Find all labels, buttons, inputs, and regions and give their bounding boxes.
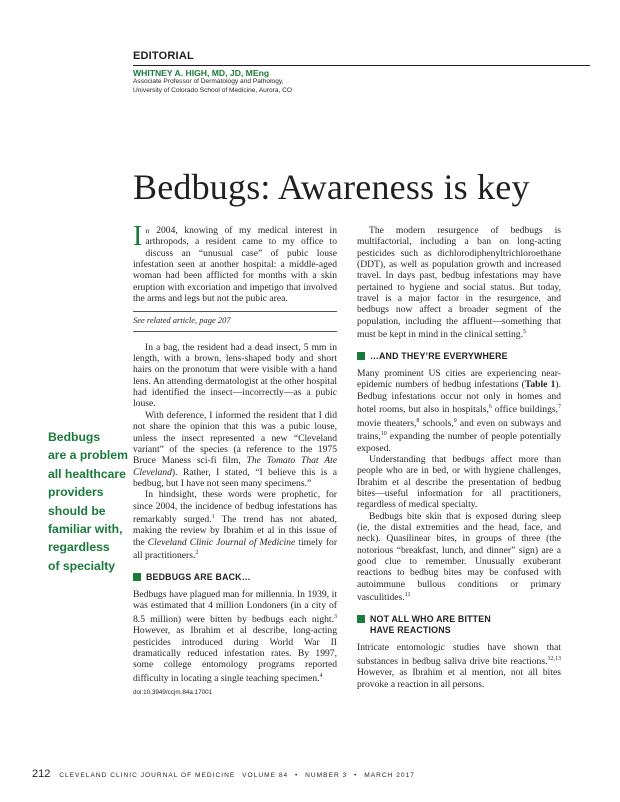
footer-date: MARCH 2017 [364,772,415,779]
page-number: 212 [32,768,51,780]
reference-5[interactable]: 5 [523,329,526,336]
author-affiliation: University of Colorado School of Medicine, Aurora, CO [133,87,293,94]
see-related-link[interactable]: See related article, page 207 [133,311,337,331]
article-column-right [357,225,561,690]
pull-quote-line: should be [48,503,106,518]
reference-11[interactable]: 11 [404,592,411,599]
paragraph-intro [133,221,337,305]
heading-square-icon [357,615,365,623]
footer-number: NUMBER 3 [305,772,348,779]
heading-square-icon [357,352,365,360]
drop-cap: I [133,221,143,252]
film-title: The Tomato That Ate Cleveland [133,455,337,478]
pull-quote-line: of specialty [48,558,116,573]
section-label: EDITORIAL [133,50,194,62]
author-name: WHITNEY A. HIGH, MD, JD, MEng [133,68,270,78]
pull-quote-line: Bedbugs [48,430,101,444]
paragraph: Understanding that bedbugs affect more than people who are in bed, or with hygiene challenges, Ibrahim et al describe the presentation of bedbug bites—useful information for all practitioners, regardless of medical specialty. [357,453,561,511]
footer-separator: • [354,772,358,779]
paragraph: Intricate entomologic studies have shown that substances in bedbug saliva drive bite reactions.$^{12,13}$ However, as Ibrahim et al mention, not all bites provoke a reaction in all persons. [357,642,561,690]
pull-quote-line: all healthcare [48,466,126,481]
section-heading-not-all-bitten: NOT ALL WHO ARE BITTEN HAVE REACTIONS [357,614,561,637]
pull-quote [48,428,130,575]
reference-1[interactable]: 1 [211,513,215,520]
doi[interactable]: doi:10.3949/ccjm.84a.17001 [133,689,213,697]
section-heading-everywhere: …AND THEY’RE EVERYWHERE [357,351,561,362]
paragraph: With deference, I informed the resident that I did not share the opinion that this was a pubic louse, unless the insect represented a new “Cleveland variant” of the species (a reference to the 1975 Bruce Maness sci-fi film, The Tomato That Ate Cleveland). Rather, I stated, “I believe this is a bedbug, but I have not seen many specimens.” [133,409,337,489]
pull-quote-line: regardless [48,540,110,555]
paragraph: Bedbugs bite skin that is exposed during sleep (ie, the distal extremities and the head, face, and neck). Quasilinear bites, in groups of three (the notorious “breakfast, lunch, and dinner” sign) are a good clue to remember. Unusually exuberant reactions to bedbug bites may be confused with autoimmune bullous conditions or primary vasculitides.$^{11}$ [357,510,561,604]
reference-4[interactable]: 4 [319,672,323,679]
reference-10[interactable]: 10 [380,431,387,438]
section-heading-bedbugs-are-back: BEDBUGS ARE BACK… [133,572,337,583]
reference-12-13[interactable]: 12,13 [547,655,561,662]
paragraph: Many prominent US cities are experiencing near-epidemic numbers of bedbug infestations (Table 1). Bedbug infestations occur not only in homes and hotel rooms, but also in hospitals,$^6$ office buildings,$^7$ movie theaters,$^8$ schools,$^9$ and even on subways and trains,$^{10}$ expanding the number of people potentially exposed. [357,367,562,454]
author-title: Associate Professor of Dermatology and Pathology, [133,78,284,85]
reference-3[interactable]: 3 [334,613,337,620]
reference-9[interactable]: 9 [453,417,457,424]
article-column-left [133,221,338,698]
footer-volume: VOLUME 84 [242,772,289,779]
pull-quote-line: familiar with, [48,522,123,537]
journal-name-footer: CLEVELAND CLINIC JOURNAL OF MEDICINE [59,772,236,779]
reference-8[interactable]: 8 [416,417,420,424]
page-footer [32,768,419,780]
heading-square-icon [133,573,141,581]
paragraph: In a bag, the resident had a dead insect, 5 mm in length, with a brown, lens-shaped body and short hairs on the pronotum that were visible with a hand lens. An attending dermatologist at the other hospital had identified the insect—incorrectly—as a pubic louse. [133,341,337,410]
paragraph: In hindsight, these words were prophetic, for since 2004, the incidence of bedbug infestations has remarkably surged.$^1$ The trend has not abated, making the review by Ibrahim et al in this issue of the Cleveland Clinic Journal of Medicine timely for all practitioners.$^2$ [133,489,338,562]
pull-quote-line: providers [48,485,104,500]
article-title: Bedbugs: Awareness is key [133,167,530,207]
paragraph-text: 2004, knowing of my medical interest in arthropods, a resident came to my office to discuss an “unusual case” of pubic louse infestation seen at another hospital: a middle-aged woman had been afflicted for months with a skin eruption with excoriation and impetigo that involved the arms and legs but not the pubic area. [133,225,337,305]
reference-2[interactable]: 2 [195,550,199,557]
table-1-link[interactable]: Table 1 [524,379,556,391]
pull-quote-line: are a problem [48,448,128,463]
footer-separator: • [295,772,299,779]
intro-smallcaps: n [145,226,150,235]
paragraph: Bedbugs have plagued man for millennia. In 1939, it was estimated that 4 million Londoners (in a city of 8.5 million) were bitten by bedbugs each night.$^3$ However, as Ibrahim et al describe, long-acting pesticides introduced during World War II dramatically reduced infestation rates. By 1997, some college entomology programs reported difficulty in locating a single teaching specimen.$^4$ [133,589,337,684]
reference-7[interactable]: 7 [558,404,562,410]
journal-name: Cleveland Clinic Journal of Medicine [147,536,296,548]
section-divider [133,65,590,66]
reference-6[interactable]: 6 [488,404,492,410]
paragraph: The modern resurgence of bedbugs is multifactorial, including a ban on long-acting pesticides such as dichlorodiphenyltrichloroethane (DDT), as well as population growth and increased travel. In days past, bedbug infestations may have pertained to hygiene and social status. But today, travel is a major factor in the resurgence, and bedbugs now affect a broader segment of the population, including the affluent—something that must be kept in mind in the clinical setting.$^5$ [357,225,561,341]
